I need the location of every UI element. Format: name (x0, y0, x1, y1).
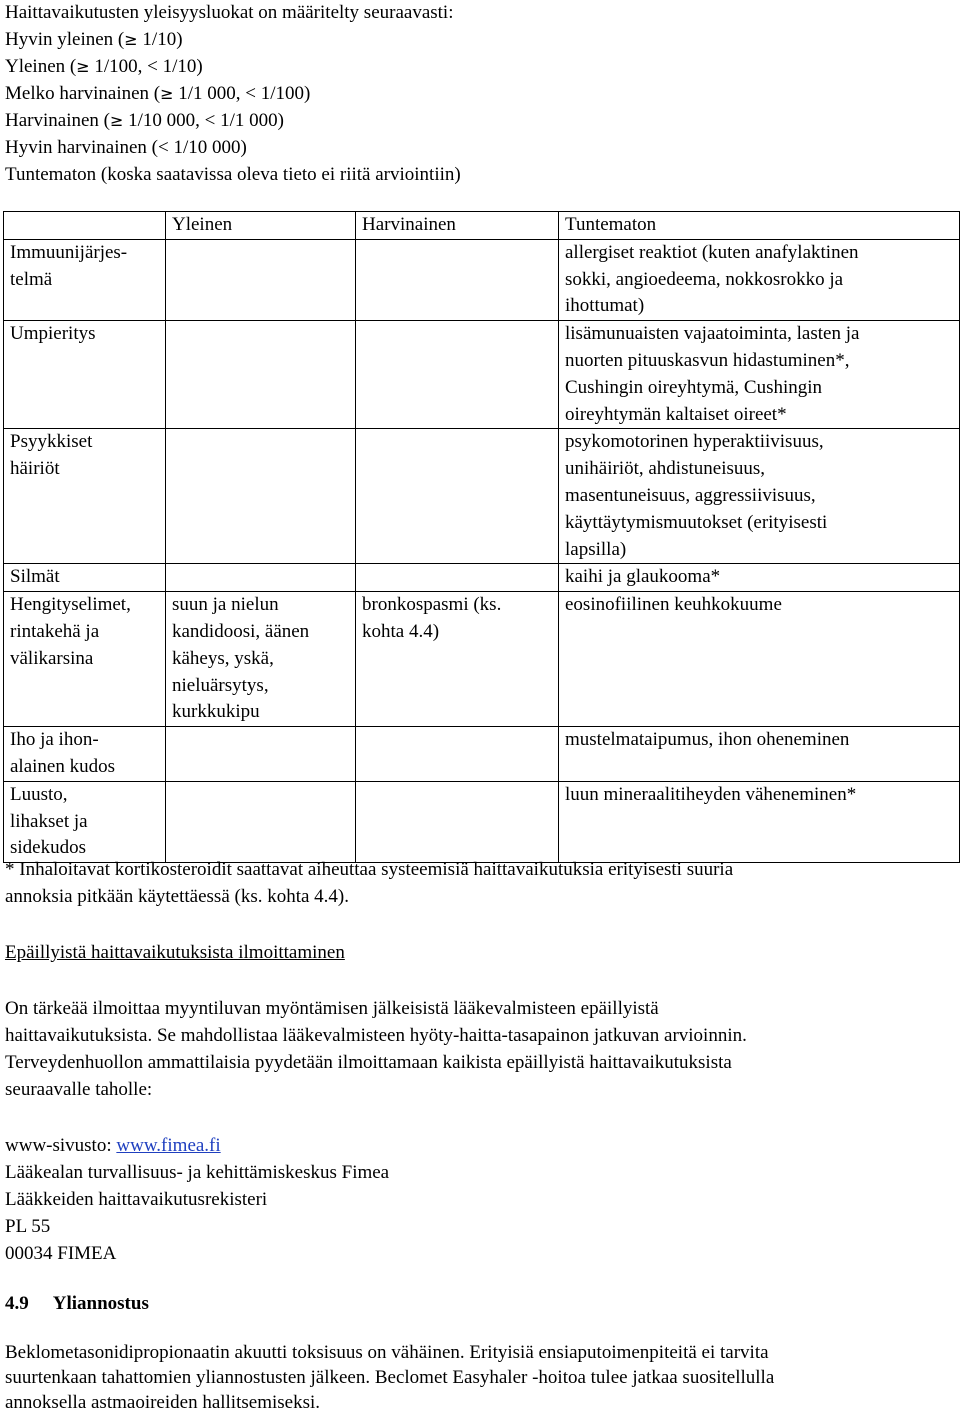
reporting-paragraph: haittavaikutuksista. Se mahdollistaa lääkevalmisteen hyöty-haitta-tasapainon jatkuvan arvioinnin. (5, 1025, 747, 1046)
table-row (4, 321, 960, 429)
table-header-row (4, 212, 960, 240)
address-line: Lääkealan turvallisuus- ja kehittämiskeskus Fimea (5, 1162, 390, 1183)
reporting-paragraph: Terveydenhuollon ammattilaisia pyydetään ilmoittamaan kaikista epäillyistä haittavaikutuksista (5, 1052, 732, 1073)
frequency-heading: Haittavaikutusten yleisyysluokat on määritelty seuraavasti: (5, 2, 454, 23)
frequency-class: Yleinen (≥ 1/100, < 1/10) (5, 56, 203, 77)
frequency-class: Hyvin yleinen (≥ 1/10) (5, 29, 183, 50)
rare-cell (356, 429, 559, 564)
reporting-paragraph: seuraavalle taholle: (5, 1079, 153, 1100)
cell-text-line: unihäiriöt, ahdistuneisuus, (565, 458, 766, 480)
fimea-link[interactable]: www.fimea.fi (116, 1135, 221, 1156)
cell-text-line: masentuneisuus, aggressiivisuus, (565, 484, 816, 506)
website-label: www-sivusto: (5, 1135, 117, 1156)
overdose-paragraph: suurtenkaan tahattomien yliannostusten jälkeen. Beclomet Easyhaler -hoitoa tulee jatkaa suositellulla (5, 1367, 775, 1388)
cell-text-line: lisämunuaisten vajaatoiminta, lasten ja (565, 323, 860, 345)
cell-text-line: telmä (10, 268, 53, 290)
cell-text-line: eosinofiilinen keuhkokuume (565, 594, 782, 616)
common-cell (166, 239, 356, 320)
website-line (5, 1133, 221, 1160)
address-line: PL 55 (5, 1216, 51, 1237)
cell-text-line: Umpieritys (10, 323, 96, 345)
cell-text-line: sidekudos (10, 837, 86, 859)
table-row (4, 239, 960, 320)
reporting-paragraph: On tärkeää ilmoittaa myyntiluvan myöntämisen jälkeisistä lääkevalmisteen epäillyistä (5, 998, 659, 1019)
cell-text-line: käyttäytymismuutokset (erityisesti (565, 511, 828, 533)
organ-cell (4, 781, 166, 862)
rare-cell (356, 564, 559, 592)
rare-cell (356, 321, 559, 429)
cell-text-line: Hengityselimet, (10, 594, 131, 616)
header-cell-organ (4, 212, 166, 240)
common-cell (166, 781, 356, 862)
address-line: Lääkkeiden haittavaikutusrekisteri (5, 1189, 268, 1210)
table-footnote: * Inhaloitavat kortikosteroidit saattavat aiheuttaa systeemisiä haittavaikutuksia erityisesti suuria (5, 859, 734, 880)
frequency-class: Hyvin harvinainen (< 1/10 000) (5, 137, 247, 158)
frequency-class: Melko harvinainen (≥ 1/1 000, < 1/100) (5, 83, 311, 104)
cell-text-line: suun ja nielun (172, 594, 279, 616)
section-heading (5, 1291, 149, 1318)
unknown-cell (559, 781, 960, 862)
organ-cell (4, 727, 166, 782)
rare-cell (356, 592, 559, 727)
reporting-heading: Epäillyistä haittavaikutuksista ilmoittaminen (5, 942, 345, 963)
cell-text-line: luun mineraalitiheyden väheneminen* (565, 783, 857, 805)
unknown-cell (559, 321, 960, 429)
cell-text-line: Cushingin oireyhtymä, Cushingin (565, 376, 823, 398)
table-body (4, 239, 960, 862)
rare-cell (356, 239, 559, 320)
address-line: 00034 FIMEA (5, 1243, 117, 1264)
cell-text-line: oireyhtymän kaltaiset oireet* (565, 403, 787, 425)
unknown-cell (559, 429, 960, 564)
table-row (4, 592, 960, 727)
unknown-cell (559, 239, 960, 320)
cell-text-line: häiriöt (10, 458, 60, 480)
frequency-class: Tuntematon (koska saatavissa oleva tieto ei riitä arviointiin) (5, 164, 461, 185)
cell-text-line: ihottumat) (565, 295, 645, 317)
organ-cell (4, 564, 166, 592)
cell-text-line: allergiset reaktiot (kuten anafylaktinen (565, 241, 859, 263)
header-cell-common: Yleinen (166, 212, 356, 240)
unknown-cell (559, 592, 960, 727)
cell-text-line: Psyykkiset (10, 431, 93, 453)
cell-text-line: Silmät (10, 566, 60, 588)
table-row (4, 564, 960, 592)
organ-cell (4, 429, 166, 564)
rare-cell (356, 781, 559, 862)
cell-text-line: kurkkukipu (172, 701, 260, 723)
overdose-paragraph: Beklometasonidipropionaatin akuutti toksisuus on vähäinen. Erityisiä ensiaputoimenpiteitä ei tarvita (5, 1342, 769, 1363)
cell-text-line: mustelmataipumus, ihon oheneminen (565, 729, 850, 751)
cell-text-line: välikarsina (10, 647, 94, 669)
table-footnote-cont: annoksia pitkään käytettäessä (ks. kohta 4.4). (5, 886, 350, 907)
cell-text-line: lihakset ja (10, 810, 88, 832)
table-row (4, 727, 960, 782)
section-number: 4.9 (5, 1293, 29, 1314)
cell-text-line: alainen kudos (10, 755, 116, 777)
cell-text-line: lapsilla) (565, 538, 627, 560)
cell-text-line: bronkospasmi (ks. (362, 594, 502, 616)
cell-text-line: kohta 4.4) (362, 620, 440, 642)
header-cell-unknown: Tuntematon (559, 212, 960, 240)
organ-cell (4, 592, 166, 727)
cell-text-line: kandidoosi, äänen (172, 620, 310, 642)
cell-text-line: kaihi ja glaukooma* (565, 566, 721, 588)
unknown-cell (559, 727, 960, 782)
table-row (4, 781, 960, 862)
overdose-paragraph: annoksella astmaoireiden hallitsemiseksi. (5, 1392, 321, 1413)
cell-text-line: Luusto, (10, 783, 68, 805)
cell-text-line: nuorten pituuskasvun hidastuminen*, (565, 349, 850, 371)
frequency-class: Harvinainen (≥ 1/10 000, < 1/1 000) (5, 110, 284, 131)
rare-cell (356, 727, 559, 782)
unknown-cell (559, 564, 960, 592)
cell-text-line: Iho ja ihon- (10, 729, 99, 751)
section-title: Yliannostus (52, 1293, 149, 1314)
cell-text-line: Immuunijärjes- (10, 241, 128, 263)
cell-text-line: nieluärsytys, (172, 674, 269, 696)
common-cell (166, 564, 356, 592)
common-cell (166, 592, 356, 727)
table-row (4, 429, 960, 564)
organ-cell (4, 239, 166, 320)
organ-cell (4, 321, 166, 429)
header-cell-rare: Harvinainen (356, 212, 559, 240)
adverse-effects-table (3, 211, 960, 863)
cell-text-line: käheys, yskä, (172, 647, 274, 669)
common-cell (166, 321, 356, 429)
cell-text-line: psykomotorinen hyperaktiivisuus, (565, 431, 824, 453)
cell-text-line: sokki, angioedeema, nokkosrokko ja (565, 268, 844, 290)
cell-text-line: rintakehä ja (10, 620, 100, 642)
common-cell (166, 727, 356, 782)
common-cell (166, 429, 356, 564)
